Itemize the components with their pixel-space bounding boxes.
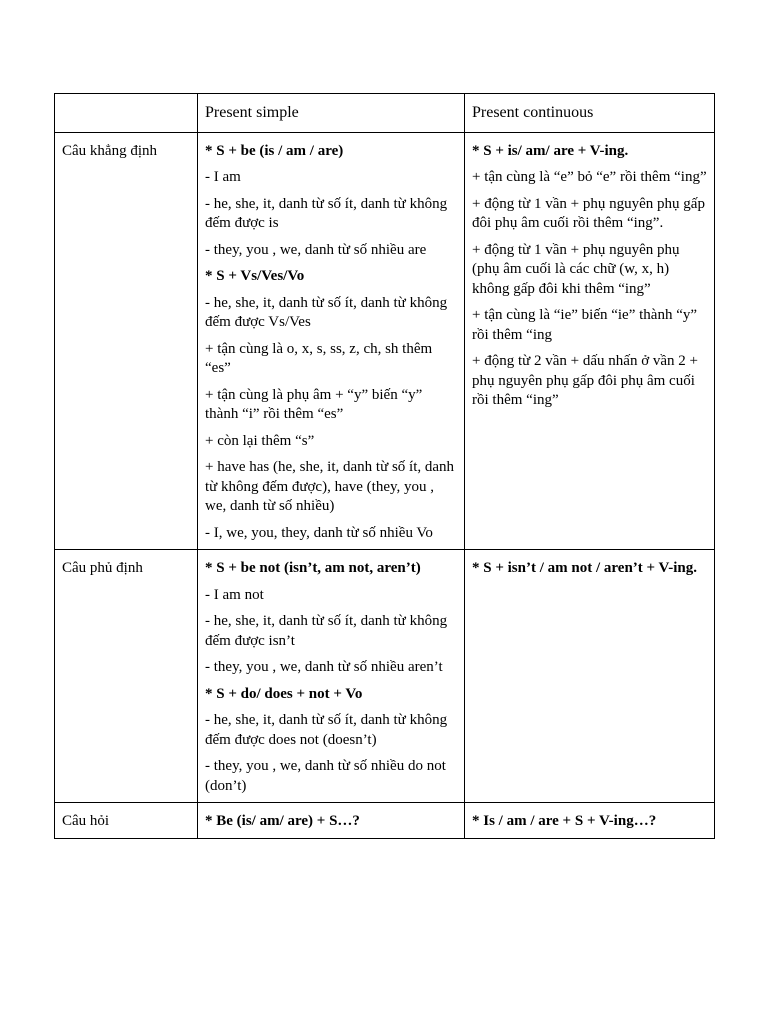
formula-line: * Be (is/ am/ are) + S…?: [205, 813, 360, 829]
formula-line: * S + be (is / am / are): [205, 142, 344, 159]
present-simple-cell: [198, 803, 465, 839]
formula-line: * S + be not (isn’t, am not, aren’t): [205, 560, 421, 576]
rule-line: - they, you , we, danh từ số nhiều aren’t: [205, 659, 443, 675]
row-label: Câu phủ định: [55, 550, 198, 803]
header-corner-cell: [55, 94, 198, 133]
present-simple-cell: [198, 132, 465, 550]
formula-line: * S + is/ am/ are + V-ing.: [472, 142, 629, 159]
rule-line: - they, you , we, danh từ số nhiều do not (don’t): [205, 758, 446, 794]
present-continuous-cell: [465, 132, 715, 550]
rule-line: + tận cùng là “ie” biến “ie” thành “y” rồi thêm “ing: [472, 307, 698, 343]
rule-line: + còn lại thêm “s”: [205, 432, 315, 449]
rule-line: + động từ 2 vần + dấu nhấn ở vần 2 + phụ nguyên phụ gấp đôi phụ âm cuối rồi thêm “ing”: [472, 353, 698, 408]
rule-line: - he, she, it, danh từ số ít, danh từ không đếm được does not (doesn’t): [205, 712, 448, 748]
table-row: [55, 550, 715, 803]
rule-line: - he, she, it, danh từ số ít, danh từ không đếm được isn’t: [205, 613, 448, 649]
rule-line: - I, we, you, they, danh từ số nhiều Vo: [205, 524, 433, 541]
present-simple-cell: [198, 550, 465, 803]
present-continuous-cell: [465, 550, 715, 803]
rule-line: + động từ 1 vần + phụ nguyên phụ (phụ âm cuối là các chữ (w, x, h) không gấp đôi khi thêm “ing”: [472, 241, 680, 297]
formula-line: * S + isn’t / am not / aren’t + V-ing.: [472, 560, 698, 576]
rule-line: - he, she, it, danh từ số ít, danh từ không đếm được is: [205, 195, 448, 231]
rule-line: - I am not: [205, 586, 264, 603]
header-present-continuous: Present continuous: [465, 94, 715, 133]
table-row: [55, 803, 715, 839]
table-row: [55, 132, 715, 550]
header-present-simple: Present simple: [198, 94, 465, 133]
tense-comparison-table: [54, 93, 715, 839]
rule-line: - they, you , we, danh từ số nhiều are: [205, 241, 427, 258]
rule-line: + tận cùng là o, x, s, ss, z, ch, sh thêm “es”: [205, 340, 433, 376]
row-label: Câu khẳng định: [55, 132, 198, 550]
rule-line: - he, she, it, danh từ số ít, danh từ không đếm được Vs/Ves: [205, 294, 448, 330]
row-label: Câu hỏi: [55, 803, 198, 839]
formula-line: * S + Vs/Ves/Vo: [205, 268, 305, 284]
rule-line: + tận cùng là “e” bỏ “e” rồi thêm “ing”: [472, 169, 707, 185]
header-row: [55, 94, 715, 133]
rule-line: + have has (he, she, it, danh từ số ít, danh từ không đếm được), have (they, you , we, danh từ số nhiều): [205, 459, 455, 514]
formula-line: * Is / am / are + S + V-ing…?: [472, 813, 657, 829]
rule-line: + tận cùng là phụ âm + “y” biến “y” thành “i” rồi thêm “es”: [205, 386, 423, 422]
present-continuous-cell: [465, 803, 715, 839]
formula-line: * S + do/ does + not + Vo: [205, 685, 363, 702]
rule-line: + động từ 1 vần + phụ nguyên phụ gấp đôi phụ âm cuối rồi thêm “ing”.: [472, 195, 705, 231]
rule-line: - I am: [205, 169, 241, 185]
